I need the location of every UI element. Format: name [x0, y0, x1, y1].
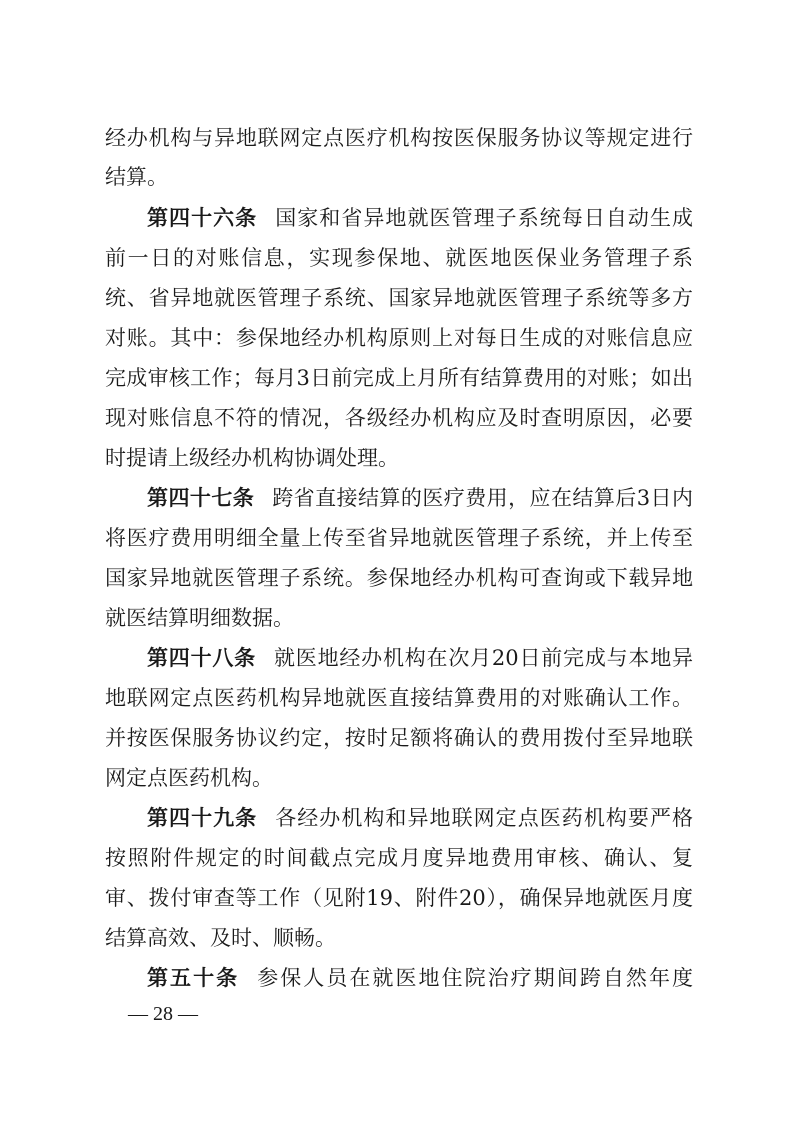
article-text: 国家和省异地就医管理子系统每日自动生成 [275, 206, 693, 230]
article-text: 就医地经办机构在次月20日前完成与本地异 [273, 646, 693, 670]
paragraph-line: 就医结算明细数据。 [105, 606, 294, 630]
article-50-first-line [147, 964, 693, 992]
article-text: 参保人员在就医地住院治疗期间跨自然年度 [257, 966, 694, 990]
paragraph-line: 将医疗费用明细全量上传至省异地就医管理子系统，并上传至 [105, 526, 693, 550]
paragraph-line: 结算高效、及时、顺畅。 [105, 926, 336, 950]
article-title: 第四十七条 [147, 486, 255, 510]
article-48-first-line [147, 644, 693, 672]
article-47-first-line [147, 484, 693, 512]
article-title: 第四十六条 [147, 206, 258, 230]
article-text: 各经办机构和异地联网定点医药机构要严格 [275, 806, 693, 830]
paragraph-line: 地联网定点医药机构异地就医直接结算费用的对账确认工作。 [105, 686, 693, 710]
article-text: 跨省直接结算的医疗费用，应在结算后3日内 [272, 486, 694, 510]
paragraph-line: 统、省异地就医管理子系统、国家异地就医管理子系统等多方 [105, 286, 693, 310]
paragraph-line: 网定点医药机构。 [105, 766, 273, 790]
paragraph-line: 时提请上级经办机构协调处理。 [105, 446, 399, 470]
paragraph-line: 并按医保服务协议约定，按时足额将确认的费用拨付至异地联 [105, 726, 693, 750]
paragraph-line: 前一日的对账信息，实现参保地、就医地医保业务管理子系 [105, 246, 693, 270]
paragraph-line: 现对账信息不符的情况，各级经办机构应及时查明原因，必要 [105, 406, 693, 430]
article-46-first-line [147, 204, 693, 232]
paragraph-line: 国家异地就医管理子系统。参保地经办机构可查询或下载异地 [105, 566, 693, 590]
paragraph-line: 结算。 [105, 165, 168, 189]
paragraph-line: 审、拨付审查等工作（见附19、附件20），确保异地就医月度 [105, 886, 693, 910]
page-number: — 28 — [128, 1003, 198, 1025]
paragraph-line: 对账。其中：参保地经办机构原则上对每日生成的对账信息应 [105, 326, 693, 350]
paragraph-line: 经办机构与异地联网定点医疗机构按医保服务协议等规定进行 [105, 126, 693, 150]
paragraph-line: 完成审核工作；每月3日前完成上月所有结算费用的对账；如出 [105, 366, 693, 390]
article-title: 第四十八条 [147, 646, 256, 670]
article-49-first-line [147, 804, 693, 832]
article-title: 第四十九条 [147, 806, 258, 830]
article-title: 第五十条 [147, 966, 240, 990]
paragraph-line: 按照附件规定的时间截点完成月度异地费用审核、确认、复 [105, 846, 693, 870]
